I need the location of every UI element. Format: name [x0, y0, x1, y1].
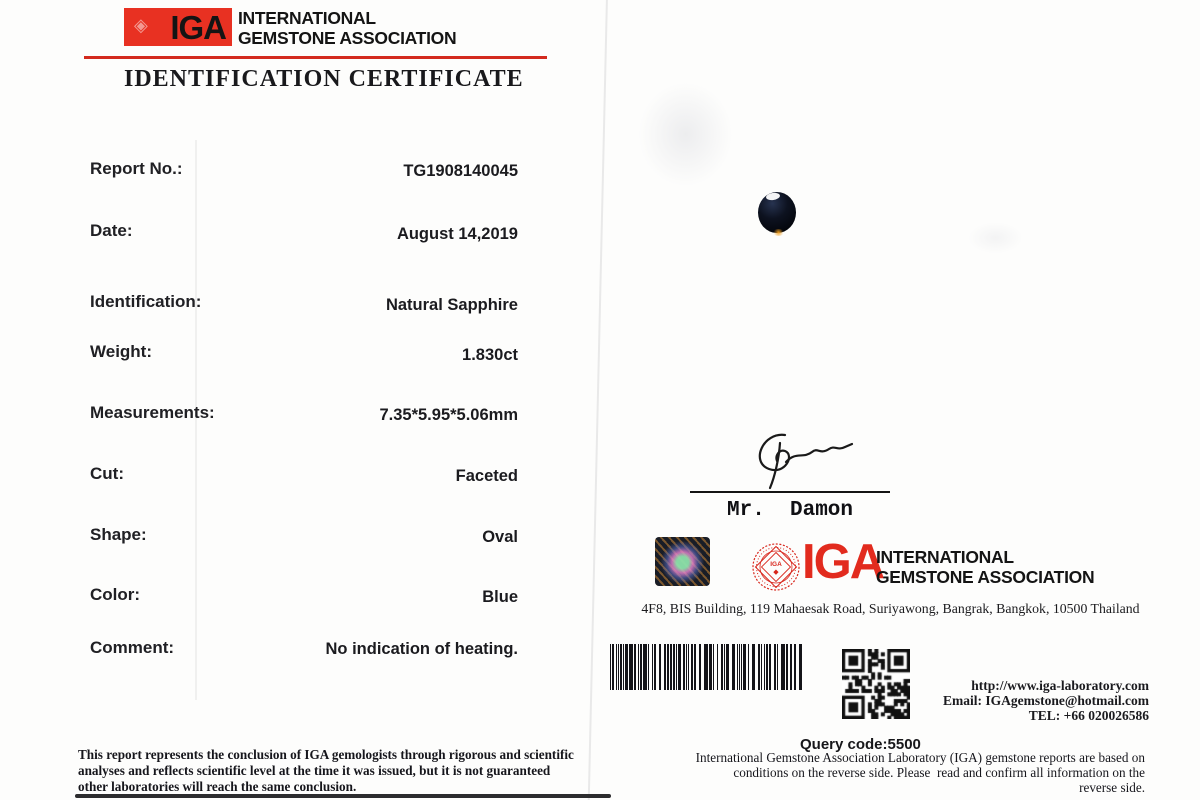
field-label-color: Color: [90, 585, 141, 604]
gemologist-signature [733, 430, 893, 492]
disclaimer-line: International Gemstone Association Laboratory (IGA) gemstone reports are based on [695, 750, 1145, 765]
field-label-comment: Comment: [90, 638, 175, 657]
disclaimer-line: reverse side. [1079, 779, 1145, 795]
hologram-watermark [968, 222, 1023, 254]
svg-text:IGA: IGA [770, 561, 782, 568]
logo-word-2: GEMSTONE ASSOCIATION [238, 28, 457, 48]
field-value-date: August 14,2019 [396, 225, 518, 243]
logo-word-1: INTERNATIONAL [238, 8, 376, 28]
field-label-cut: Cut: [90, 464, 124, 483]
iga-logo-wordmark [238, 8, 468, 48]
iga-acronym: IGA [170, 8, 226, 46]
svg-text:◆: ◆ [773, 569, 779, 576]
page-bottom-rule [75, 794, 611, 798]
field-value-color: Blue [482, 588, 518, 606]
website-url: http://www.iga-laboratory.com [971, 678, 1149, 693]
disclaimer-left [78, 747, 574, 795]
field-label-date: Date: [90, 221, 133, 240]
gemstone-photo [758, 192, 796, 233]
signature-rule [690, 491, 890, 493]
hologram-sticker [655, 537, 710, 586]
iga-emblem-seal-icon [751, 542, 801, 592]
field-label-measurements: Measurements: [90, 403, 215, 422]
lab-address: 4F8, BIS Building, 119 Mahaesak Road, Suriyawong, Bangrak, Bangkok, 10500 Thailand [641, 601, 1140, 616]
disclaimer-line: other laboratories will reach the same conclusion. [78, 779, 357, 794]
contact-block [943, 679, 1149, 723]
field-value-shape: Oval [482, 528, 518, 546]
field-value-weight: 1.830ct [462, 346, 518, 364]
field-label-weight: Weight: [90, 342, 153, 361]
logo-word-2: GEMSTONE ASSOCIATION [876, 567, 1095, 587]
field-label-identification: Identification: [90, 292, 202, 311]
barcode [610, 644, 804, 690]
certificate-title: IDENTIFICATION CERTIFICATE [124, 66, 524, 92]
query-code: Query code:5500 [800, 736, 921, 753]
diamond-emblem-icon: ◈ [134, 15, 148, 35]
logo-word-1: INTERNATIONAL [876, 547, 1014, 567]
disclaimer-right [696, 751, 1145, 795]
field-label-shape: Shape: [90, 525, 147, 544]
field-value-measurements: 7.35*5.95*5.06mm [379, 406, 518, 424]
field-value-report-no: TG1908140045 [403, 162, 518, 180]
hologram-watermark [638, 82, 733, 187]
iga-acronym-red: IGA [802, 535, 884, 589]
header-red-rule [84, 56, 547, 59]
field-value-comment: No indication of heating. [325, 640, 518, 658]
iga-logo-wordmark-bottom [876, 547, 1094, 587]
disclaimer-line: This report represents the conclusion of IGA gemologists through rigorous and scientific [78, 747, 574, 762]
page-fold-line [588, 0, 608, 800]
email-line: Email: IGAgemstone@hotmail.com [942, 692, 1149, 708]
tel-line: TEL: +66 020026586 [1028, 707, 1149, 723]
field-value-identification: Natural Sapphire [385, 296, 518, 314]
signatory-name: Mr. Damon [726, 499, 854, 522]
field-label-report-no: Report No.: [90, 159, 183, 178]
qr-code [842, 649, 910, 719]
field-value-cut: Faceted [455, 467, 518, 485]
disclaimer-line: analyses and reflects scientific level at the time it was issued, but it is not guaranteed [78, 763, 551, 778]
disclaimer-line: conditions on the reverse side. Please read and confirm all information on the [733, 764, 1145, 780]
iga-logo-red-box [124, 8, 232, 46]
